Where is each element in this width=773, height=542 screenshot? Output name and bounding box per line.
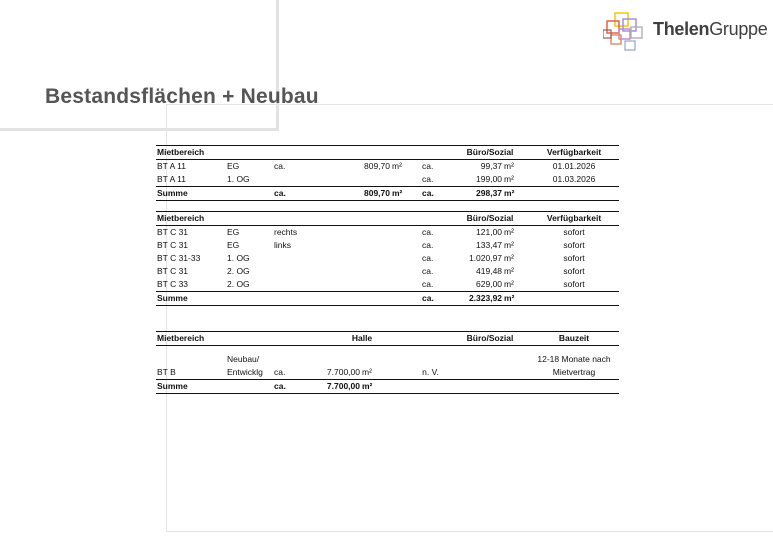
cell-zusatz (273, 265, 421, 278)
cell-bauzeit-line2: Mietvertrag (552, 367, 596, 377)
sum-ca: ca. (421, 187, 451, 201)
cell-bereich: BT A 11 (157, 174, 186, 184)
header-mietbereich: Mietbereich (156, 146, 451, 160)
cell-ca: ca. (422, 253, 434, 263)
header-buero-sozial: Büro/Sozial (451, 332, 529, 346)
sum-ca: ca. (273, 187, 313, 201)
cell-bereich: BT A 11 (157, 161, 186, 171)
sum-label: Summe (156, 380, 273, 394)
cell-buero: 199,00 (476, 174, 503, 184)
table-row (156, 252, 619, 265)
cell-etage: 1. OG (227, 253, 250, 263)
cell-flaeche (313, 173, 391, 187)
table-sum-row (156, 292, 619, 306)
cell-verfuegbarkeit: 01.01.2026 (552, 161, 596, 171)
cell-zusatz: links (274, 240, 292, 250)
table-sum-row (156, 380, 619, 394)
cell-buero: 121,00 (476, 227, 503, 237)
logo-squares-icon (603, 11, 651, 53)
cell-flaeche: 809,70 (364, 161, 390, 171)
cell-zusatz: rechts (274, 227, 298, 237)
sum-buero: 298,37 (451, 187, 503, 201)
cell-ca: ca. (422, 266, 434, 276)
cell-buero: 133,47 (476, 240, 503, 250)
table-row (156, 353, 619, 366)
table-row (156, 366, 619, 380)
sum-unit: m² (503, 292, 529, 306)
cell-verfuegbarkeit: 01.03.2026 (552, 174, 596, 184)
cell-bereich: BT C 31 (157, 266, 189, 276)
sum-halle: 7.700,00 (303, 380, 361, 394)
sum-unit: m² (391, 187, 421, 201)
cell-buero: 99,37 (480, 161, 503, 171)
cell-bereich: BT C 33 (157, 279, 189, 289)
table-bestand-c (156, 211, 619, 306)
header-buero-sozial: Büro/Sozial (451, 212, 529, 226)
cell-unit: m² (504, 161, 514, 171)
cell-etage: EG (227, 161, 240, 171)
cell-verfuegbarkeit: sofort (563, 253, 585, 263)
cell-unit: m² (504, 174, 514, 184)
company-logo (603, 11, 768, 53)
cell-etage: 2. OG (227, 266, 250, 276)
cell-buero: 419,48 (476, 266, 503, 276)
sum-label: Summe (156, 187, 273, 201)
cell-art-line2: Entwicklg (227, 367, 263, 377)
cell-unit: m² (362, 367, 372, 377)
cell-unit (391, 173, 421, 187)
table-header-row (156, 332, 619, 346)
header-mietbereich: Mietbereich (156, 332, 273, 346)
table-sum-row (156, 187, 619, 201)
sum-unit: m² (503, 187, 529, 201)
cell-etage: 1. OG (227, 174, 250, 184)
cell-unit: m² (504, 279, 514, 289)
table-neubau (156, 331, 619, 394)
header-mietbereich: Mietbereich (156, 212, 451, 226)
cell-verfuegbarkeit: sofort (563, 227, 585, 237)
table-header-row (156, 212, 619, 226)
table-bestand-a (156, 145, 619, 201)
table-row (156, 239, 619, 252)
cell-ca: ca. (422, 174, 434, 184)
cell-unit: m² (504, 227, 514, 237)
cell-etage: EG (227, 227, 240, 237)
logo-name-bold: Thelen (653, 19, 710, 39)
cell-bereich: BT C 31-33 (157, 253, 201, 263)
cell-unit: m² (504, 240, 514, 250)
table-row (156, 265, 619, 278)
cell-ca: ca. (422, 161, 434, 171)
cell-ca (273, 173, 313, 187)
cell-unit: m² (504, 266, 514, 276)
cell-buero: n. V. (422, 367, 439, 377)
cell-etage: 2. OG (227, 279, 250, 289)
table-row (156, 160, 619, 174)
cell-bereich: BT C 31 (157, 240, 189, 250)
cell-buero: 629,00 (476, 279, 503, 289)
header-buero-sozial: Büro/Sozial (451, 146, 529, 160)
logo-wordmark (653, 19, 767, 40)
cell-verfuegbarkeit: sofort (563, 240, 585, 250)
logo-name-regular: Gruppe (709, 19, 768, 39)
sum-ca: ca. (421, 292, 451, 306)
page-title: Bestandsflächen + Neubau (45, 85, 319, 108)
cell-halle: 7.700,00 (326, 367, 360, 377)
table-header-row (156, 146, 619, 160)
cell-ca: ca. (274, 161, 286, 171)
header-bauzeit: Bauzeit (529, 332, 619, 346)
sum-flaeche: 809,70 (313, 187, 391, 201)
cell-verfuegbarkeit: sofort (563, 279, 585, 289)
cell-art-line1: Neubau/ (227, 354, 260, 364)
table-row (156, 226, 619, 240)
cell-bauzeit-line1: 12-18 Monate nach (537, 354, 611, 364)
header-verfuegbarkeit: Verfügbarkeit (529, 212, 619, 226)
table-row (156, 278, 619, 292)
cell-ca: ca. (422, 279, 434, 289)
header-halle: Halle (273, 332, 451, 346)
cell-unit: m² (504, 253, 514, 263)
cell-unit: m² (392, 161, 402, 171)
cell-buero: 1.020,97 (468, 253, 503, 263)
table-row (156, 173, 619, 187)
cell-zusatz (273, 252, 421, 265)
cell-bereich: BT C 31 (157, 227, 189, 237)
cell-zusatz (273, 278, 421, 292)
header-verfuegbarkeit: Verfügbarkeit (529, 146, 619, 160)
cell-ca: ca. (274, 367, 286, 377)
sum-ca: ca. (273, 380, 303, 394)
sum-buero: 2.323,92 (451, 292, 503, 306)
sum-label: Summe (156, 292, 421, 306)
cell-ca: ca. (422, 240, 434, 250)
cell-verfuegbarkeit: sofort (563, 266, 585, 276)
cell-bereich: BT B (157, 367, 176, 377)
cell-etage: EG (227, 240, 240, 250)
cell-ca: ca. (422, 227, 434, 237)
sum-unit: m² (361, 380, 391, 394)
